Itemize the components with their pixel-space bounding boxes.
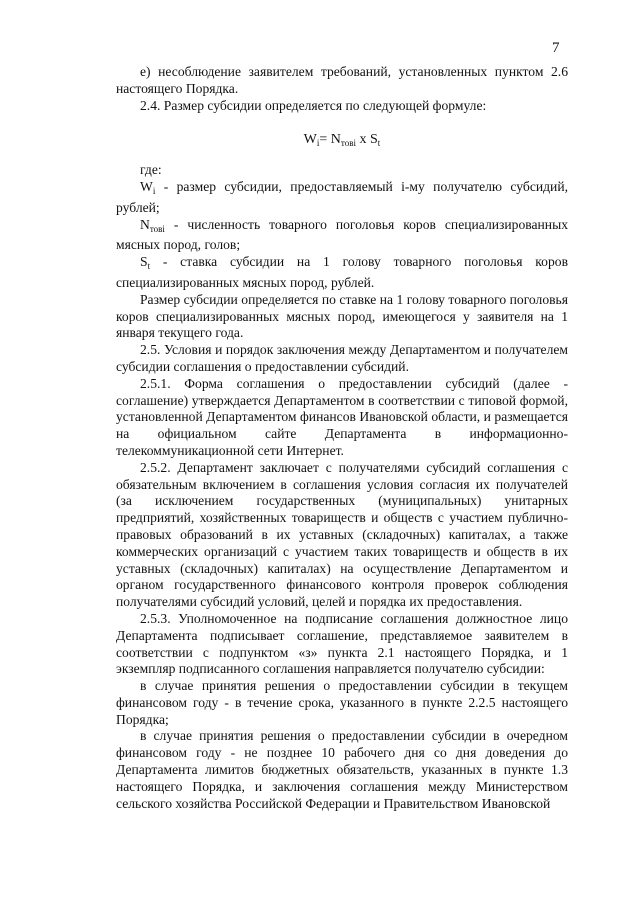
paragraph-case-next-year: в случае принятия решения о предоставлении субсидии в очередном финансовом году - не позднее 10 рабочего дня со дня доведения до Департамента лимитов бюджетных обязательств, указанных в пункте 1.3 настоящего Порядка, и заключения соглашения между Министерством сельского хозяйства Российской Федерации и Правительством Ивановской <box>116 728 568 811</box>
paragraph-2-5-3: 2.5.3. Уполномоченное на подписание соглашения должностное лицо Департамента подписывает соглашение, представляемое заявителем в соответствии с подпунктом «з» пункта 2.1 настоящего Порядка, и 1 экземпляр подписанного соглашения направляется получателю субсидии: <box>116 610 568 677</box>
document-body <box>116 64 568 812</box>
definition-w <box>116 179 568 217</box>
def-w-text: - размер субсидии, предоставляемый i-му получателю субсидий, рублей; <box>116 178 568 215</box>
def-w-sub: i <box>152 185 156 196</box>
subsidy-formula <box>116 132 568 152</box>
def-n-symbol: N <box>140 216 150 232</box>
formula-w: W <box>303 132 317 148</box>
definition-s <box>116 254 568 292</box>
paragraph-e: е) несоблюдение заявителем требований, установленных пунктом 2.6 настоящего Порядка. <box>116 64 568 96</box>
def-s-sub: t <box>147 261 151 272</box>
paragraph-case-current-year: в случае принятия решения о предоставлении субсидии в текущем финансовом году - в течение срока, указанного в пункте 2.2.5 настоящего Порядка; <box>116 678 568 727</box>
formula-s-sub: t <box>377 138 381 149</box>
paragraph-2-4: 2.4. Размер субсидии определяется по следующей формуле: <box>140 97 487 113</box>
where-label: где: <box>140 162 162 178</box>
paragraph-rate: Размер субсидии определяется по ставке на 1 голову товарного поголовья коров специализированных мясных пород, имеющегося у заявителя на 1 января текущего года. <box>116 291 568 341</box>
definition-n <box>116 217 568 255</box>
formula-w-sub: i <box>316 138 320 149</box>
def-w-symbol: W <box>140 178 153 194</box>
paragraph-2-5-1: 2.5.1. Форма соглашения о предоставлении субсидий (далее - соглашение) утверждается Департаментом в соответствии с типовой формой, установленной Департаментом финансов Ивановской области, и размещается на официальном сайте Департамента в информационно-телекоммуникационной сети Интернет. <box>116 375 568 458</box>
formula-eq: = N <box>319 132 341 148</box>
def-s-text: - ставка субсидии на 1 голову товарного поголовья коров специализированных мясных пород, рублей. <box>116 254 568 290</box>
formula-n-sub: товi <box>340 138 356 149</box>
def-s-symbol: S <box>140 254 148 270</box>
paragraph-2-5-2: 2.5.2. Департамент заключает с получателями субсидий соглашения с обязательным включением в соглашения условия согласия их получателей (за исключением государственных (муниципальных) унитарных предприятий, хозяйственных товариществ и обществ с участием публично-правовых образований в их уставных (складочных) капиталах, а также коммерческих организаций с участием таких товариществ и обществ в их уставных (складочных) капиталах) на осуществление Департаментом и органом государственного финансового контроля проверок соблюдения получателями субсидий условий, целей и порядка их предоставления. <box>116 459 568 610</box>
formula-times: x S <box>356 132 378 148</box>
page-number: 7 <box>552 40 560 56</box>
def-n-sub: товi <box>149 223 165 234</box>
paragraph-2-5: 2.5. Условия и порядок заключения между Департаментом и получателем субсидии соглашения о предоставлении субсидий. <box>116 342 568 374</box>
def-n-text: - численность товарного поголовья коров специализированных мясных пород, голов; <box>116 216 568 253</box>
